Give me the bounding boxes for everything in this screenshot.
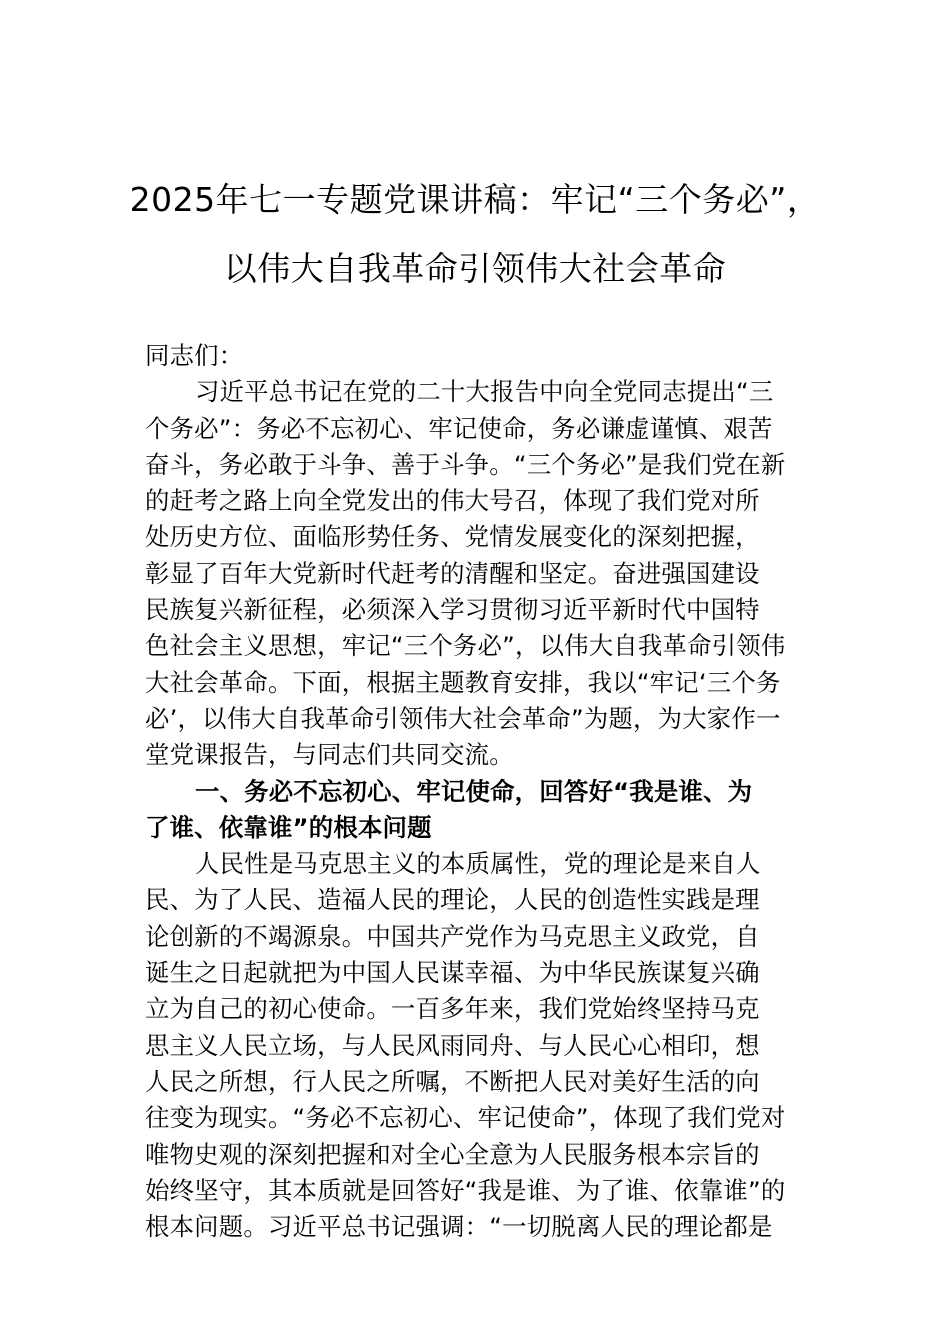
paragraph-1-line: 大社会革命。下面，根据主题教育安排，我以“牢记‘三个务 xyxy=(145,667,781,697)
paragraph-1-line: 必’，以伟大自我革命引领伟大社会革命”为题，为大家作一 xyxy=(145,703,781,733)
paragraph-1-line: 色社会主义思想，牢记“三个务必”，以伟大自我革命引领伟 xyxy=(145,631,786,661)
paragraph-1-line: 个务必”：务必不忘初心、牢记使命，务必谦虚谨慎、艰苦 xyxy=(145,413,773,443)
paragraph-2-line: 立为自己的初心使命。一百多年来，我们党始终坚持马克 xyxy=(145,994,760,1024)
salutation: 同志们： xyxy=(145,341,244,370)
paragraph-2-line: 人民之所想，行人民之所嘱，不断把人民对美好生活的向 xyxy=(145,1066,760,1096)
paragraph-1-line: 的赶考之路上向全党发出的伟大号召，体现了我们党对所 xyxy=(145,486,760,516)
paragraph-1-line: 习近平总书记在党的二十大报告中向全党同志提出“三 xyxy=(195,377,774,407)
paragraph-1-line: 堂党课报告，与同志们共同交流。 xyxy=(145,740,514,770)
document-title-line-2: 以伟大自我革命引领伟大社会革命 xyxy=(223,249,727,288)
paragraph-2-line: 人民性是马克思主义的本质属性，党的理论是来自人 xyxy=(195,849,761,879)
paragraph-2-line: 论创新的不竭源泉。中国共产党作为马克思主义政党，自 xyxy=(145,921,760,951)
paragraph-2-line: 民、为了人民、造福人民的理论，人民的创造性实践是理 xyxy=(145,885,760,915)
paragraph-2-line: 唯物史观的深刻把握和对全心全意为人民服务根本宗旨的 xyxy=(145,1139,760,1169)
section-heading-1: 一、务必不忘初心、牢记使命，回答好“我是谁、为 xyxy=(195,776,753,806)
paragraph-2-line: 始终坚守，其本质就是回答好“我是谁、为了谁、依靠谁”的 xyxy=(145,1175,786,1205)
paragraph-1-line: 处历史方位、面临形势任务、党情发展变化的深刻把握， xyxy=(145,522,760,552)
paragraph-2-line: 思主义人民立场，与人民风雨同舟、与人民心心相印，想 xyxy=(145,1030,760,1060)
paragraph-1-line: 奋斗，务必敢于斗争、善于斗争。“三个务必”是我们党在新 xyxy=(145,449,786,479)
section-heading-1-cont: 了谁、依靠谁”的根本问题 xyxy=(145,812,432,842)
paragraph-1-line: 民族复兴新征程，必须深入学习贯彻习近平新时代中国特 xyxy=(145,595,760,625)
paragraph-2-line: 诞生之日起就把为中国人民谋幸福、为中华民族谋复兴确 xyxy=(145,958,760,988)
paragraph-1-line: 彰显了百年大党新时代赶考的清醒和坚定。奋进强国建设 xyxy=(145,558,760,588)
paragraph-2-line: 根本问题。习近平总书记强调：“一切脱离人民的理论都是 xyxy=(145,1212,773,1242)
document-body xyxy=(145,338,809,1245)
document-title-line-1: 2025年七一专题党课讲稿：牢记“三个务必”， xyxy=(129,180,821,219)
paragraph-2-line: 往变为现实。“务必不忘初心、牢记使命”，体现了我们党对 xyxy=(145,1103,786,1133)
